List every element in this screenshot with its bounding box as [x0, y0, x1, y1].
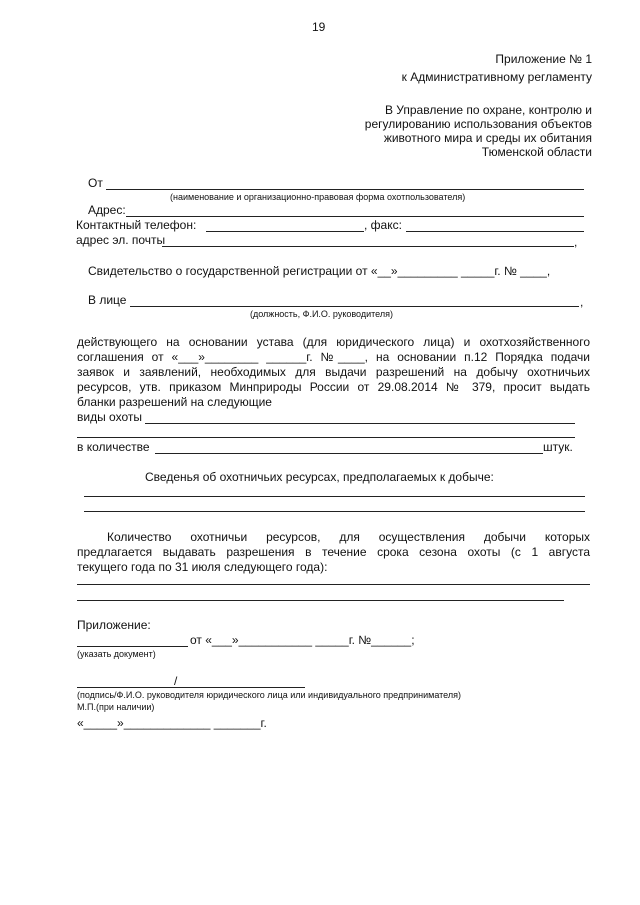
body-line: ресурсов, утв. приказом Минприроды России от 29.08.2014 № 379, просит выдать	[77, 380, 590, 394]
hunt-types-label: виды охоты	[77, 410, 142, 424]
attachment-line[interactable]: от «___»___________ _____г. №______;	[190, 633, 415, 647]
registration-line[interactable]: Свидетельство о государственной регистрации от «__»_________ _____г. № ____,	[88, 264, 551, 278]
person-label: В лице	[88, 293, 127, 307]
body-line-last: бланки разрешений на следующие	[77, 395, 272, 409]
person-hint: (должность, Ф.И.О. руководителя)	[250, 309, 393, 319]
from-label: От	[88, 176, 103, 190]
count-paragraph	[77, 530, 590, 575]
address-field[interactable]	[126, 216, 584, 217]
attachment-hint: (указать документ)	[77, 649, 156, 659]
attachment-doc-field[interactable]	[77, 646, 188, 647]
attachment-label: Приложение:	[77, 618, 151, 632]
count-line: Количество охотничьи ресурсов, для осуществления добычи которых	[107, 530, 590, 544]
fax-label: , факс:	[364, 218, 402, 232]
person-field[interactable]	[130, 306, 579, 307]
hunt-types-field-2[interactable]	[77, 437, 575, 438]
count-line-last: текущего года по 31 июля следующего года):	[77, 560, 328, 574]
body-line: действующего на основании устава (для юридического лица) и охотхозяйственного	[77, 335, 590, 349]
from-field[interactable]	[106, 189, 584, 190]
signature-slash: /	[174, 674, 178, 688]
page-number: 19	[312, 20, 326, 34]
email-label: адрес эл. почты	[76, 233, 166, 247]
phone-field[interactable]	[206, 231, 364, 232]
resources-heading: Сведенья об охотничьих ресурсах, предполагаемых к добыче:	[145, 470, 494, 484]
fax-field[interactable]	[406, 231, 584, 232]
body-line: соглашения от «___»________ ______г. №____, на основании п.12 Порядка подачи	[77, 350, 590, 364]
recipient-line-3: животного мира и среды их обитания	[383, 131, 592, 145]
from-hint: (наименование и организационно-правовая форма охотпользователя)	[170, 192, 466, 202]
signature-hint: (подпись/Ф.И.О. руководителя юридического лица или индивидуального предпринимателя)	[77, 690, 461, 700]
count-line: предлагается выдавать разрешения в течение срока сезона охоты (с 1 августа	[77, 545, 590, 559]
hunt-types-field[interactable]	[145, 423, 575, 424]
resources-field-2[interactable]	[84, 511, 585, 512]
email-comma: ,	[574, 235, 578, 249]
body-paragraph	[77, 335, 590, 410]
quantity-label: в количестве	[77, 440, 150, 454]
address-label: Адрес:	[88, 203, 126, 217]
body-line: заявок и заявлений, необходимых для выдачи разрешений на добычу охотничьих	[77, 365, 590, 379]
regulation-ref: к Административному регламенту	[401, 70, 592, 84]
recipient-line-4: Тюменской области	[481, 145, 592, 159]
appendix-title: Приложение № 1	[495, 52, 592, 66]
count-field-1[interactable]	[77, 584, 590, 585]
email-field[interactable]	[162, 246, 574, 247]
quantity-field[interactable]	[155, 453, 543, 454]
person-comma: ,	[580, 295, 584, 309]
count-field-2[interactable]	[77, 600, 564, 601]
date-line[interactable]: «_____»_____________ _______г.	[77, 716, 267, 730]
recipient-line-1: В Управление по охране, контролю и	[384, 103, 592, 117]
quantity-unit: штук.	[543, 440, 573, 454]
phone-label: Контактный телефон:	[76, 218, 197, 232]
recipient-line-2: регулированию использования объектов	[364, 117, 592, 131]
stamp-label: М.П.(при наличии)	[77, 702, 155, 712]
signature-field[interactable]	[77, 687, 305, 688]
resources-field-1[interactable]	[84, 496, 585, 497]
